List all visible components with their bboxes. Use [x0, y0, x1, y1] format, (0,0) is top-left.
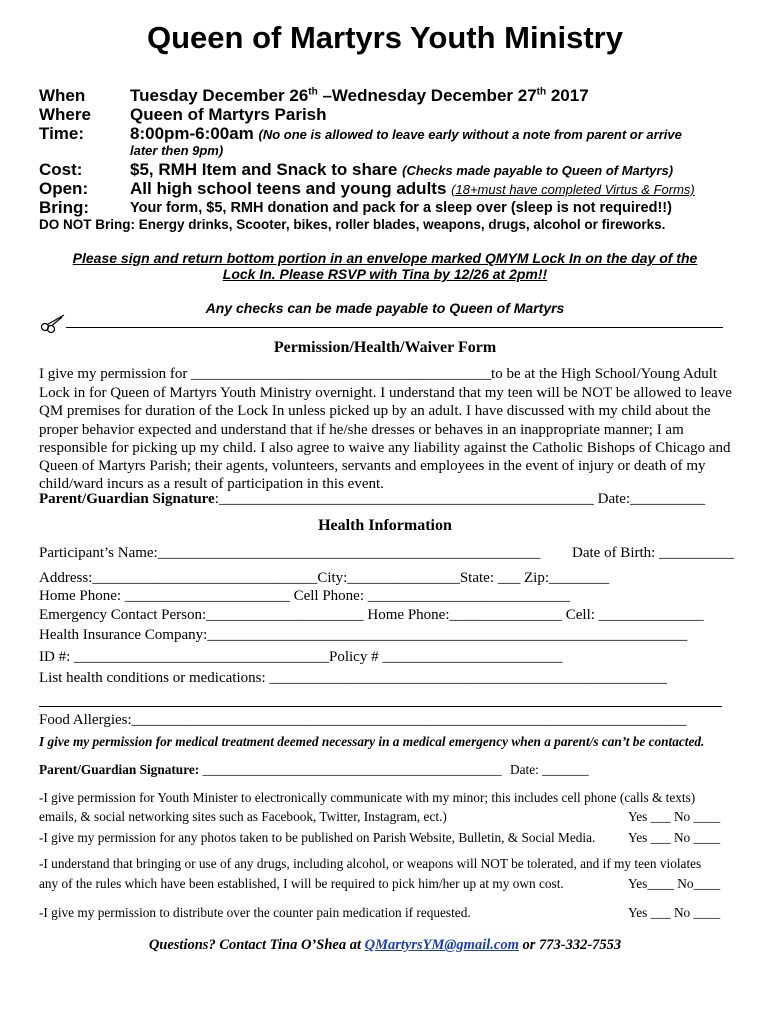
permission-line-1: I give my permission for ________________________________________to be at the High School/Young Adult	[39, 366, 718, 382]
id-policy-field[interactable]: ID #: __________________________________Policy # ________________________	[39, 649, 563, 665]
dob-field[interactable]: Date of Birth: __________	[572, 545, 735, 561]
time-label: Time:	[39, 124, 85, 143]
drugs-line-1: -I understand that bringing or use of any drugs, including alcohol, or weapons will NOT be tolerated, and if my teen violates	[39, 856, 702, 871]
medical-permission: I give my permission for medical treatment deemed necessary in a medical emergency when a parent/s can’t be contacted.	[39, 734, 705, 749]
page-title: Queen of Martyrs Youth Ministry	[147, 20, 623, 55]
cost-label: Cost:	[39, 160, 83, 179]
time-value: 8:00pm-6:00am (No one is allowed to leave early without a note from parent or arrive	[130, 124, 682, 143]
where-value: Queen of Martyrs Parish	[130, 105, 327, 124]
photos-line: -I give my permission for any photos taken to be published on Parish Website, Bulletin, & Social Media.	[39, 830, 596, 845]
permission-body: Lock in for Queen of Martyrs Youth Ministry overnight. I understand that my teen will be NOT be allowed to leave QM premises for duration of the Lock In unless picked up by an adult. I have discussed with my child about the proper behavior expected and understand that if he/she dresses or behaves in an inappropriate manner; I am responsible for picking up my child. I also agree to waive any liability against the Catholic Bishops of Chicago and Queen of Martyrs Parish; their agents, volunteers, servants and employees in the event of injury or death of my child/ward incurs as a result of participation in this event.	[39, 385, 732, 493]
open-value: All high school teens and young adults (18+must have completed Virtus & Forms)	[130, 179, 695, 198]
contact-line: Questions? Contact Tina O’Shea at QMartyrsYM@gmail.com or 773-332-7553	[148, 937, 622, 953]
electronic-line-1: -I give permission for Youth Minister to electronically communicate with my minor; this includes cell phone (calls & texts)	[39, 790, 696, 805]
participant-name-field[interactable]: Participant’s Name:___________________________________________________	[39, 545, 541, 561]
sig2-date[interactable]: Date: _______	[510, 762, 589, 777]
drugs-line-2: any of the rules which have been established, I will be required to pick him/her up at my own cost.	[39, 876, 564, 891]
medication-line: -I give my permission to distribute over the counter pain medication if requested.	[39, 905, 471, 920]
email-link[interactable]: QMartyrsYM@gmail.com	[364, 937, 519, 953]
address-field[interactable]: Address:______________________________City:_______________State: ___ Zip:________	[39, 570, 609, 586]
sig1-line: Parent/Guardian Signature:__________________________________________________ Date:__________	[39, 491, 706, 507]
yes-no-electronic[interactable]: Yes ___ No ____	[628, 809, 721, 824]
yes-no-photos[interactable]: Yes ___ No ____	[628, 830, 721, 845]
checks-note: Any checks can be made payable to Queen of Martyrs	[205, 300, 565, 316]
health-title: Health Information	[318, 517, 452, 534]
when-label: When	[39, 86, 86, 105]
home-phone-field[interactable]: Home Phone: ______________________ Cell Phone: ___________________________	[39, 588, 571, 604]
notice-line-1: Please sign and return bottom portion in an envelope marked QMYM Lock In on the day of the	[72, 250, 698, 266]
conditions-field[interactable]: List health conditions or medications: _____________________________________________________	[39, 670, 667, 686]
open-label: Open:	[39, 179, 89, 198]
food-allergies-field[interactable]: Food Allergies:__________________________________________________________________________	[39, 712, 687, 728]
insurance-field[interactable]: Health Insurance Company:________________________________________________________________	[39, 627, 688, 643]
donot-bring: DO NOT Bring: Energy drinks, Scooter, bikes, roller blades, weapons, drugs, alcohol or fireworks.	[39, 217, 666, 232]
notice-line-2: Lock In. Please RSVP with Tina by 12/26 at 2pm!!	[222, 266, 548, 282]
form-title: Permission/Health/Waiver Form	[273, 339, 497, 356]
electronic-line-2: emails, & social networking sites such as Facebook, Twitter, Instagram, ect.)	[39, 809, 447, 824]
yes-no-drugs[interactable]: Yes____ No____	[628, 876, 721, 891]
scissors-icon	[40, 312, 66, 340]
cut-line	[66, 327, 723, 328]
where-label: Where	[39, 105, 91, 124]
time-note: later then 9pm)	[130, 143, 224, 158]
bring-value: Your form, $5, RMH donation and pack for a sleep over (sleep is not required!!)	[130, 200, 672, 216]
cost-value: $5, RMH Item and Snack to share (Checks made payable to Queen of Martyrs)	[130, 160, 674, 179]
sig2-line: Parent/Guardian Signature: _____________________________________________	[39, 762, 502, 777]
bring-label: Bring:	[39, 198, 90, 217]
emergency-contact-field[interactable]: Emergency Contact Person:_____________________ Home Phone:_______________ Cell: ______________	[39, 607, 704, 623]
when-value: Tuesday December 26th –Wednesday December 27th 2017	[130, 86, 589, 105]
conditions-extra-line	[39, 706, 722, 707]
yes-no-medication[interactable]: Yes ___ No ____	[628, 905, 721, 920]
